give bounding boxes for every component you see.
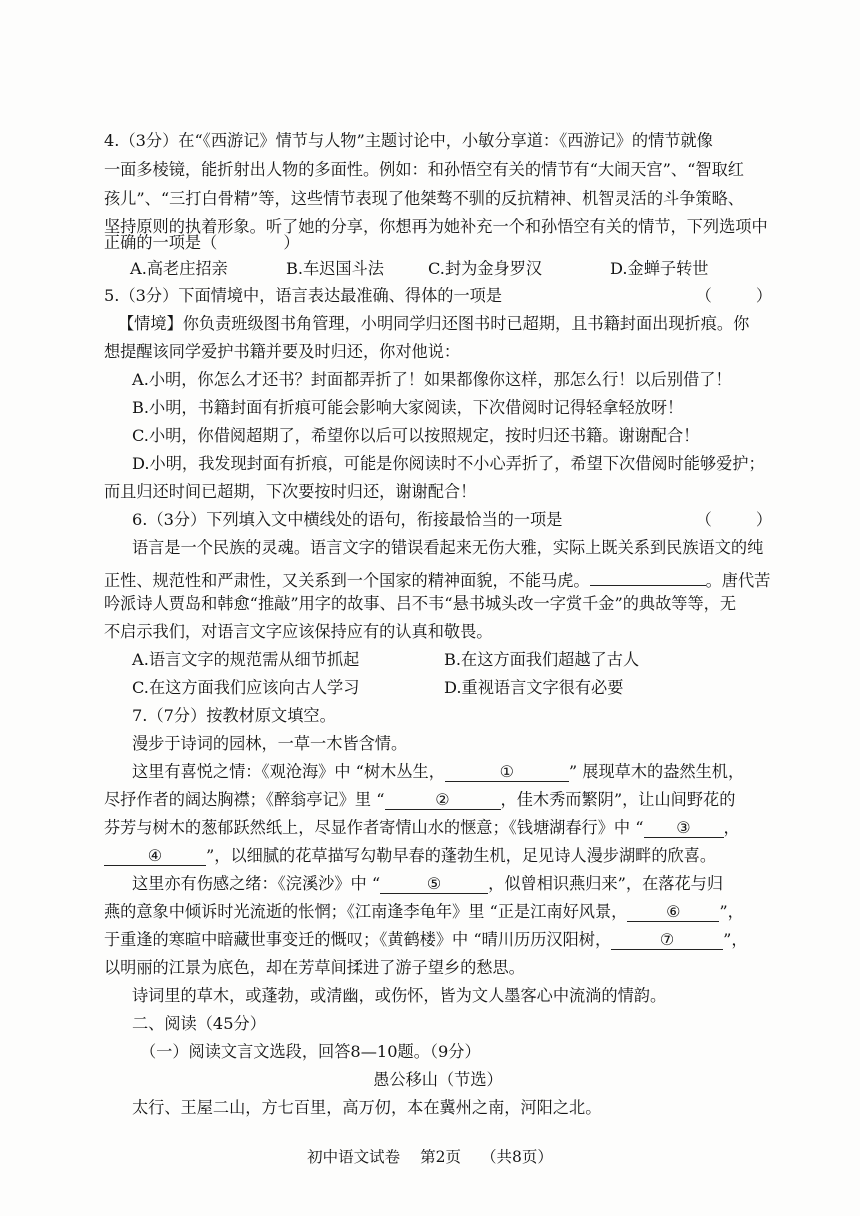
page-footer xyxy=(0,1146,860,1168)
q4-line-4: 坚持原则的执着形象。听了她的分享，你想再为她补充一个和孙悟空有关的情节，下列选项中 xyxy=(104,217,768,236)
q7-sorrow-1a: 这里亦有伤感之绪：《浣溪沙》中 “ xyxy=(132,874,381,893)
q5-answer-paren[interactable] xyxy=(696,285,772,307)
q6-answer-paren[interactable] xyxy=(696,509,772,531)
q7-blank-7[interactable] xyxy=(611,929,723,950)
q6-stem-line xyxy=(132,509,772,531)
q7-joy-1a: 这里有喜悦之情：《观沧海》中 “树木丛生， xyxy=(132,762,445,781)
q5-scenario-2: 想提醒该同学爱护书籍并要及时归还，你对他说： xyxy=(104,342,461,361)
q7-joy-1b: ” 展现草木的盎然生机， xyxy=(568,762,745,781)
q6-option-c[interactable]: C.在这方面我们应该向古人学习 xyxy=(132,678,360,697)
article-line-1: 太行、王屋二山，方七百里，高万仞，本在冀州之南，河阳之北。 xyxy=(132,1098,602,1117)
section-2-title: 二、阅读（45分） xyxy=(132,1014,266,1033)
blank-number-6: ⑥ xyxy=(666,902,681,921)
q7-sorrow-4: 以明丽的江景为底色，却在芳草间揉进了游子望乡的愁思。 xyxy=(104,958,525,977)
q4-option-a[interactable]: A.高老庄招亲 xyxy=(130,259,228,278)
article-title: 愚公移山（节选） xyxy=(373,1070,503,1089)
q7-blank-5[interactable] xyxy=(380,873,488,894)
q6-option-a[interactable]: A.语言文字的规范需从细节抓起 xyxy=(132,650,360,669)
blank-number-1: ① xyxy=(499,762,515,781)
section-2-subtitle: （一）阅读文言文选段，回答8—10题。（9分） xyxy=(140,1042,481,1061)
blank-number-2: ② xyxy=(435,790,450,809)
q6-fill-blank[interactable] xyxy=(590,565,706,586)
blank-number-5: ⑤ xyxy=(426,874,442,893)
q4-option-d[interactable]: D.金蝉子转世 xyxy=(610,259,709,278)
q7-sorrow-3 xyxy=(104,929,772,951)
footer-page-number: 第2页 xyxy=(420,1148,461,1166)
q6-passage-1: 语言是一个民族的灵魂。语言文字的错误看起来无伤大雅，实际上既关系到民族语文的纯 xyxy=(132,538,764,557)
q5-option-b[interactable]: B.小明，书籍封面有折痕可能会影响大家阅读，下次借阅时记得轻拿轻放呀！ xyxy=(132,398,684,417)
q4-line-1: 4.（3分）在“《西游记》情节与人物”主题讨论中，小敏分享道：《西游记》的情节就像 xyxy=(104,131,713,150)
q4-stem-end: 正确的一项是（ xyxy=(104,233,218,252)
q5-stem-line xyxy=(104,285,772,307)
q7-joy-2 xyxy=(104,789,772,811)
q6-paren-open: （ xyxy=(695,510,712,529)
blank-number-7: ⑦ xyxy=(659,930,675,949)
q7-sorrow-3b: ”， xyxy=(723,930,748,949)
q6-passage-2b: 。唐代苦 xyxy=(705,571,771,590)
q7-blank-3[interactable] xyxy=(644,817,724,838)
footer-total-pages: （共8页） xyxy=(481,1148,553,1166)
q7-sorrow-2 xyxy=(104,901,772,923)
q7-blank-4[interactable] xyxy=(104,845,206,866)
q6-paren-close: ） xyxy=(755,510,772,529)
q5-option-a[interactable]: A.小明，你怎么才还书？封面都弄折了！如果都像你这样，那怎么行！以后别借了！ xyxy=(132,370,732,389)
q6-option-d[interactable]: D.重视语言文字很有必要 xyxy=(444,678,624,697)
q6-stem: 6.（3分）下列填入文中横线处的语句，衔接最恰当的一项是 xyxy=(132,510,563,529)
q7-blank-1[interactable] xyxy=(445,761,569,782)
blank-number-4: ④ xyxy=(147,846,163,865)
q5-scenario-1: 【情境】你负责班级图书角管理，小明同学归还图书时已超期，且书籍封面出现折痕。你 xyxy=(118,314,750,333)
q7-joy-4 xyxy=(104,845,772,867)
q7-sorrow-1b: ，似曾相识燕归来”，在落花与归 xyxy=(488,874,724,893)
q4-paren-close: ） xyxy=(283,233,300,252)
q7-joy-2b: ，佳木秀而繁阴”，让山间野花的 xyxy=(500,790,736,809)
q6-passage-2a: 正性、规范性和严肃性，又关系到一个国家的精神面貌，不能马虎。 xyxy=(104,571,590,590)
q7-sorrow-2a: 燕的意象中倾诉时光流逝的怅惘；《江南逢李龟年》里 “正是江南好风景， xyxy=(104,902,628,921)
q5-option-d-line-2[interactable]: 而且归还时间已超期，下次要按时归还，谢谢配合！ xyxy=(104,482,477,501)
q7-blank-6[interactable] xyxy=(627,901,719,922)
q5-paren-close: ） xyxy=(755,286,772,305)
q5-stem: 5.（3分）下面情境中，语言表达最准确、得体的一项是 xyxy=(104,286,503,305)
q7-blank-2[interactable] xyxy=(385,789,501,810)
q4-option-b[interactable]: B.车迟国斗法 xyxy=(286,259,384,278)
q4-line-5 xyxy=(104,232,772,254)
q5-paren-open: （ xyxy=(695,286,712,305)
q7-joy-2a: 尽抒作者的阔达胸襟；《醉翁亭记》里 “ xyxy=(104,790,385,809)
q4-option-c[interactable]: C.封为金身罗汉 xyxy=(428,259,543,278)
q6-option-b[interactable]: B.在这方面我们超越了古人 xyxy=(444,650,640,669)
q7-sorrow-2b: ”， xyxy=(719,902,744,921)
q4-line-3: 孩儿”、“三打白骨精”等，这些情节表现了他桀骜不驯的反抗精神、机智灵活的斗争策略、 xyxy=(104,189,744,208)
q5-option-c[interactable]: C.小明，你借阅超期了，希望你以后可以按照规定，按时归还书籍。谢谢配合！ xyxy=(132,426,700,445)
q5-option-d-line-1[interactable]: D.小明，我发现封面有折痕，可能是你阅读时不小心弄折了，希望下次借阅时能够爱护； xyxy=(132,454,765,473)
q4-line-2: 一面多棱镜，能折射出人物的多面性。例如：和孙悟空有关的情节有“大闹天宫”、“智取红 xyxy=(104,160,744,179)
q7-joy-3b: ， xyxy=(723,818,740,837)
q7-sorrow-3a: 于重逢的寒暄中暗藏世事变迁的慨叹；《黄鹤楼》中 “晴川历历汉阳树， xyxy=(104,930,612,949)
footer-exam-name: 初中语文试卷 xyxy=(307,1148,401,1166)
q7-joy-3a: 芬芳与树木的葱郁跃然纸上，尽显作者寄情山水的惬意；《钱塘湖春行》中 “ xyxy=(104,818,644,837)
blank-number-3: ③ xyxy=(676,818,691,837)
q7-intro: 漫步于诗词的园林，一草一木皆含情。 xyxy=(132,734,408,753)
q7-closing: 诗词里的草木，或蓬勃，或清幽，或伤怀，皆为文人墨客心中流淌的情韵。 xyxy=(132,986,667,1005)
q7-joy-4b: ”，以细腻的花草描写勾勒早春的蓬勃生机，足见诗人漫步湖畔的欣喜。 xyxy=(206,846,717,865)
q6-passage-2 xyxy=(104,565,772,592)
q7-joy-1 xyxy=(132,761,772,783)
q7-stem: 7.（7分）按教材原文填空。 xyxy=(132,706,336,725)
q7-joy-3 xyxy=(104,817,772,839)
q6-passage-4: 不启示我们，对语言文字应该保持应有的认真和敬畏。 xyxy=(104,622,493,641)
q7-sorrow-1 xyxy=(132,873,772,895)
q6-passage-3: 吟派诗人贾岛和韩愈“推敲”用字的故事、吕不韦“悬书城头改一字赏千金”的典故等等，无 xyxy=(104,594,737,613)
